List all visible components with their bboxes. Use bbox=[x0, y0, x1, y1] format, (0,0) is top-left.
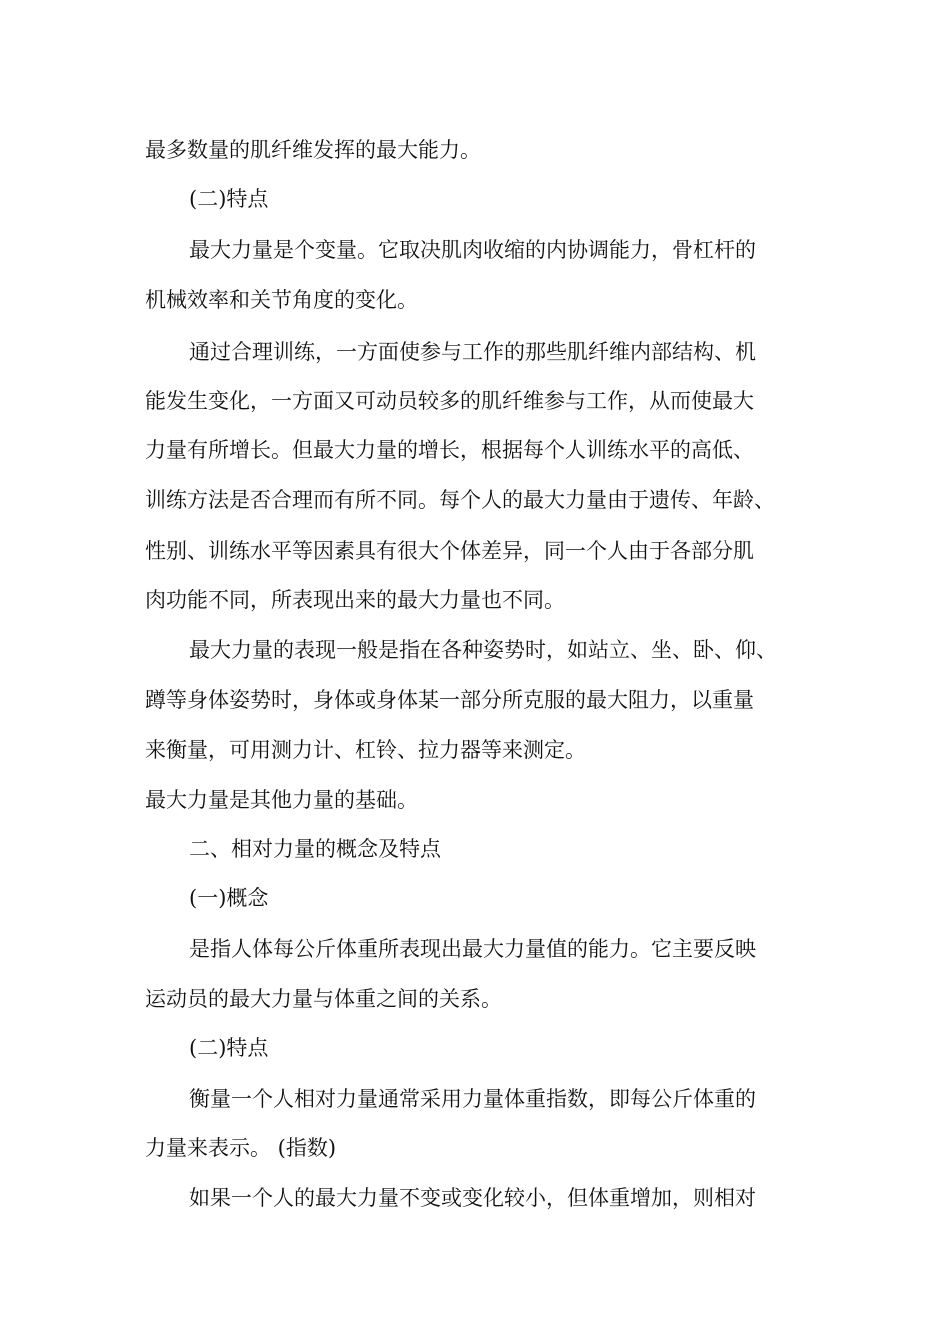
text-line: 蹲等身体姿势时，身体或身体某一部分所克服的最大阻力，以重量 bbox=[145, 688, 754, 712]
text-line: 机械效率和关节角度的变化。 bbox=[145, 288, 418, 312]
text-line: 运动员的最大力量与体重之间的关系。 bbox=[145, 987, 502, 1011]
text-line: 来衡量，可用测力计、杠铃、拉力器等来测定。 bbox=[145, 738, 586, 762]
section-heading: 二、相对力量的概念及特点 bbox=[189, 837, 441, 861]
text-line: 是指人体每公斤体重所表现出最大力量值的能力。它主要反映 bbox=[189, 937, 756, 961]
text-line: 最多数量的肌纤维发挥的最大能力。 bbox=[145, 138, 481, 162]
text-line: 训练方法是否合理而有所不同。每个人的最大力量由于遗传、年龄、 bbox=[145, 488, 775, 512]
text-line: 能发生变化，一方面又可动员较多的肌纤维参与工作，从而使最大 bbox=[145, 389, 754, 413]
subheading-features: (二)特点 bbox=[189, 1036, 269, 1060]
text-line: 最大力量是个变量。它取决肌肉收缩的内协调能力，骨杠杆的 bbox=[189, 238, 756, 262]
subheading-features: (二)特点 bbox=[189, 187, 269, 211]
text-line: 肉功能不同，所表现出来的最大力量也不同。 bbox=[145, 588, 565, 612]
subheading-concept: (一)概念 bbox=[189, 886, 269, 910]
text-line: 最大力量的表现一般是指在各种姿势时，如站立、坐、卧、仰、 bbox=[189, 638, 777, 662]
text-line: 性别、训练水平等因素具有很大个体差异，同一个人由于各部分肌 bbox=[145, 539, 754, 563]
text-line: 如果一个人的最大力量不变或变化较小，但体重增加，则相对 bbox=[189, 1186, 756, 1210]
text-line: 衡量一个人相对力量通常采用力量体重指数，即每公斤体重的 bbox=[189, 1087, 756, 1111]
text-line: 最大力量是其他力量的基础。 bbox=[145, 788, 418, 812]
text-line: 力量来表示。 (指数) bbox=[145, 1136, 337, 1160]
text-line: 通过合理训练，一方面使参与工作的那些肌纤维内部结构、机 bbox=[189, 340, 756, 364]
text-line: 力量有所增长。但最大力量的增长，根据每个人训练水平的高低、 bbox=[145, 438, 754, 462]
